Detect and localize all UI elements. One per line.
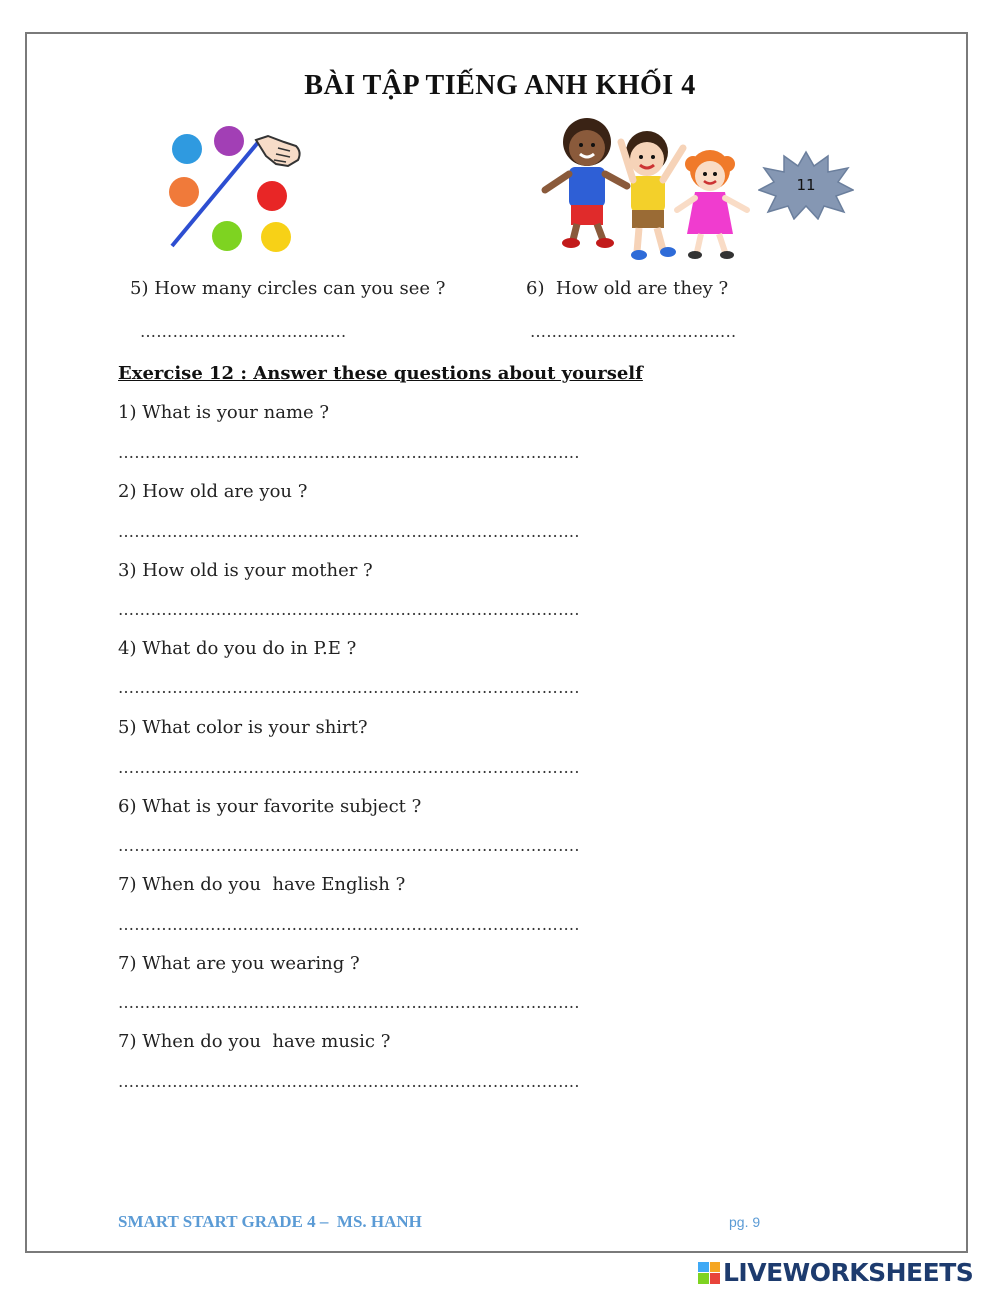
circle-green <box>212 221 242 251</box>
circle-red <box>257 181 287 211</box>
answer-line-7[interactable]: …………………………………………………………………………. <box>118 915 580 934</box>
page-number: pg. 9 <box>729 1214 761 1230</box>
question-4: 4) What do you do in P.E ? <box>118 638 357 659</box>
answer-line-5[interactable]: …………………………………………………………………………. <box>118 758 580 777</box>
answer-line-9[interactable]: …………………………………………………………………………. <box>118 1072 580 1091</box>
answer-line-8[interactable]: …………………………………………………………………………. <box>118 993 580 1012</box>
child-left <box>545 118 627 248</box>
circle-yellow <box>261 222 291 252</box>
question-3: 3) How old is your mother ? <box>118 560 373 581</box>
pointing-hand-icon <box>256 136 300 166</box>
child-middle <box>621 131 683 260</box>
brand-name: LIVEWORKSHEETS <box>723 1258 974 1287</box>
question-8: 7) What are you wearing ? <box>118 953 360 974</box>
footer-left: SMART START GRADE 4 – MS. HANH <box>118 1212 422 1231</box>
answer-line-4[interactable]: …………………………………………………………………………. <box>118 678 580 697</box>
picture-question-6: 6) How old are they ? <box>526 278 729 299</box>
exercise-title: Exercise 12 : Answer these questions about yourself <box>118 363 643 384</box>
picture-answer-5[interactable]: ……………………………….. <box>140 322 347 341</box>
page-title: BÀI TẬP TIẾNG ANH KHỐI 4 <box>304 70 696 101</box>
three-children-icon <box>535 112 755 264</box>
circle-purple <box>214 126 244 156</box>
answer-line-6[interactable]: …………………………………………………………………………. <box>118 836 580 855</box>
liveworksheets-logo-icon <box>698 1262 720 1284</box>
question-5: 5) What color is your shirt? <box>118 717 368 738</box>
circle-orange <box>169 177 199 207</box>
picture-question-5: 5) How many circles can you see ? <box>130 278 446 299</box>
child-right <box>677 150 747 259</box>
circle-blue <box>172 134 202 164</box>
question-1: 1) What is your name ? <box>118 402 330 423</box>
circles-pointing-hand-icon <box>160 118 310 258</box>
answer-line-2[interactable]: …………………………………………………………………………. <box>118 522 580 541</box>
picture-answer-6[interactable]: ……………………………….. <box>530 322 737 341</box>
question-6: 6) What is your favorite subject ? <box>118 796 422 817</box>
badge-number: 11 <box>796 176 816 194</box>
answer-line-3[interactable]: …………………………………………………………………………. <box>118 600 580 619</box>
answer-line-1[interactable]: …………………………………………………………………………. <box>118 443 580 462</box>
question-9: 7) When do you have music ? <box>118 1031 391 1052</box>
liveworksheets-brand[interactable] <box>698 1258 973 1287</box>
question-7: 7) When do you have English ? <box>118 874 406 895</box>
question-2: 2) How old are you ? <box>118 481 308 502</box>
